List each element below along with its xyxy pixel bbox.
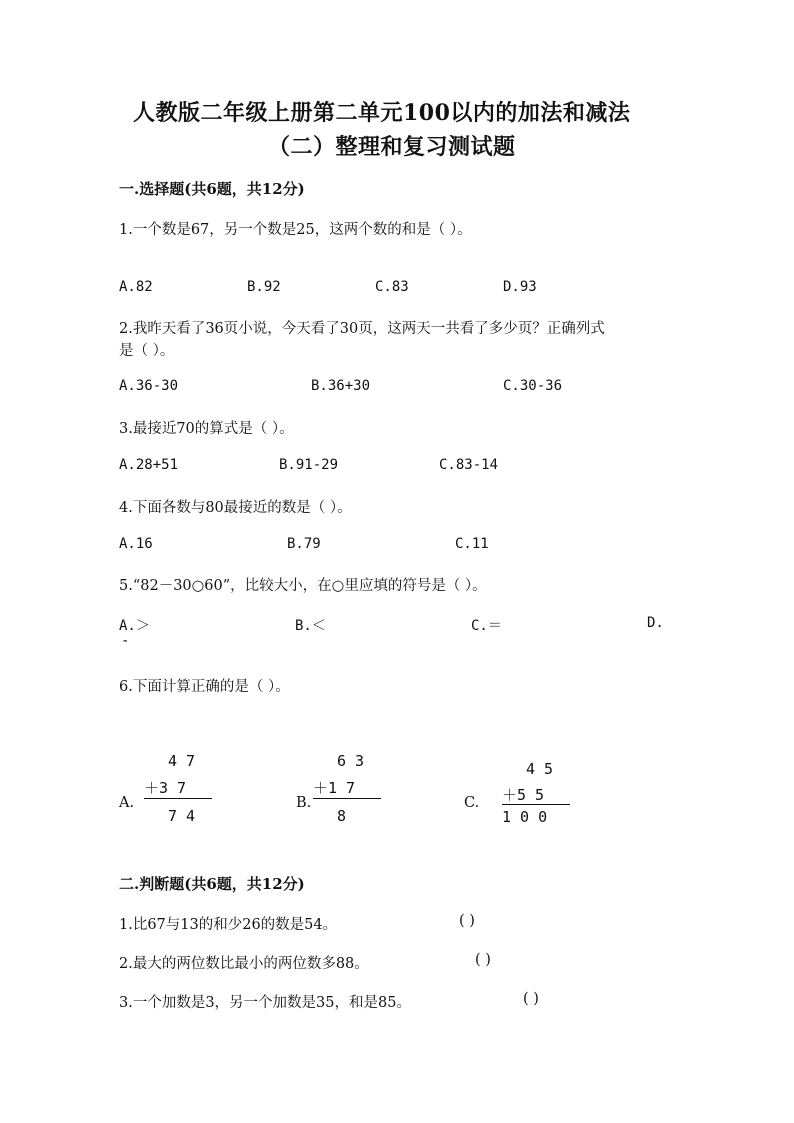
- q3-option-b[interactable]: B.91-29: [279, 457, 339, 473]
- judgement-1-text: 1.比67与13的和少26的数是54。: [119, 917, 338, 933]
- judgement-2-text: 2.最大的两位数比最小的两位数多88。: [119, 956, 369, 972]
- q6-calc-a-top: 4 7: [168, 752, 196, 770]
- q6-calc-b: [313, 752, 383, 832]
- q6-calc-a-result: 7 4: [168, 807, 196, 825]
- q1-option-d[interactable]: D.93: [503, 279, 537, 295]
- q4-option-b[interactable]: B.79: [287, 536, 321, 552]
- question-3-text: 3.最接近70的算式是（ ）。: [119, 421, 294, 437]
- question-2-text-line2: 是（ ）。: [119, 343, 175, 359]
- q1-option-b[interactable]: B.92: [247, 279, 281, 295]
- q6-calc-a: [144, 752, 214, 832]
- section-heading-choice: 一.选择题(共6题，共12分): [119, 180, 305, 198]
- q5-option-d[interactable]: D.: [647, 615, 664, 631]
- q6-calc-b-line: [313, 798, 381, 799]
- q2-option-a[interactable]: A.36-30: [119, 378, 179, 394]
- q5-option-b[interactable]: B.＜: [295, 618, 326, 634]
- question-6-text: 6.下面计算正确的是（ ）。: [119, 679, 290, 695]
- q5-option-c[interactable]: C.＝: [471, 618, 502, 634]
- q6-option-c-label[interactable]: C.: [464, 795, 480, 811]
- q6-calc-c-top: 4 5: [526, 760, 554, 778]
- page-title-line2: （二）整理和复习测试题: [268, 134, 516, 160]
- q6-calc-c-mid: ＋5 5: [502, 786, 545, 804]
- question-5-text: 5.“82－30○60”，比较大小，在○里应填的符号是（ ）。: [119, 578, 487, 594]
- q6-calc-b-mid: ＋1 7: [313, 779, 356, 797]
- q1-option-a[interactable]: A.82: [119, 279, 153, 295]
- judgement-3-text: 3.一个加数是3，另一个加数是35，和是85。: [119, 995, 411, 1011]
- q6-calc-b-top: 6 3: [337, 752, 365, 770]
- q6-calc-c: [502, 760, 574, 830]
- q6-calc-c-result: 1 0 0: [502, 808, 548, 826]
- q4-option-a[interactable]: A.16: [119, 536, 153, 552]
- question-2-text-line1: 2.我昨天看了36页小说，今天看了30页，这两天一共看了多少页？正确列式: [119, 321, 605, 337]
- q6-option-b-label[interactable]: B.: [296, 795, 312, 811]
- question-1-text: 1.一个数是67，另一个数是25，这两个数的和是（ ）。: [119, 222, 472, 238]
- q5-option-a[interactable]: A.＞: [119, 618, 150, 634]
- q5-option-d-continued: -: [121, 633, 130, 649]
- q2-option-c[interactable]: C.30-36: [503, 378, 563, 394]
- q6-calc-a-mid: ＋3 7: [144, 779, 187, 797]
- question-4-text: 4.下面各数与80最接近的数是（ ）。: [119, 500, 352, 516]
- judgement-1-answer-box[interactable]: ( ): [459, 913, 475, 929]
- q6-calc-b-result: 8: [337, 807, 347, 825]
- page-title-line1: 人教版二年级上册第二单元100以内的加法和减法: [133, 100, 631, 126]
- q2-option-b[interactable]: B.36+30: [311, 378, 371, 394]
- q3-option-a[interactable]: A.28+51: [119, 457, 179, 473]
- q4-option-c[interactable]: C.11: [455, 536, 489, 552]
- q6-option-a-label[interactable]: A.: [119, 795, 135, 811]
- judgement-2-answer-box[interactable]: ( ): [475, 952, 491, 968]
- section-heading-judgement: 二.判断题(共6题，共12分): [119, 875, 305, 893]
- q1-option-c[interactable]: C.83: [375, 279, 409, 295]
- judgement-3-answer-box[interactable]: ( ): [523, 991, 539, 1007]
- q6-calc-a-line: [144, 798, 212, 799]
- q3-option-c[interactable]: C.83-14: [439, 457, 499, 473]
- q6-calc-c-line: [502, 804, 570, 805]
